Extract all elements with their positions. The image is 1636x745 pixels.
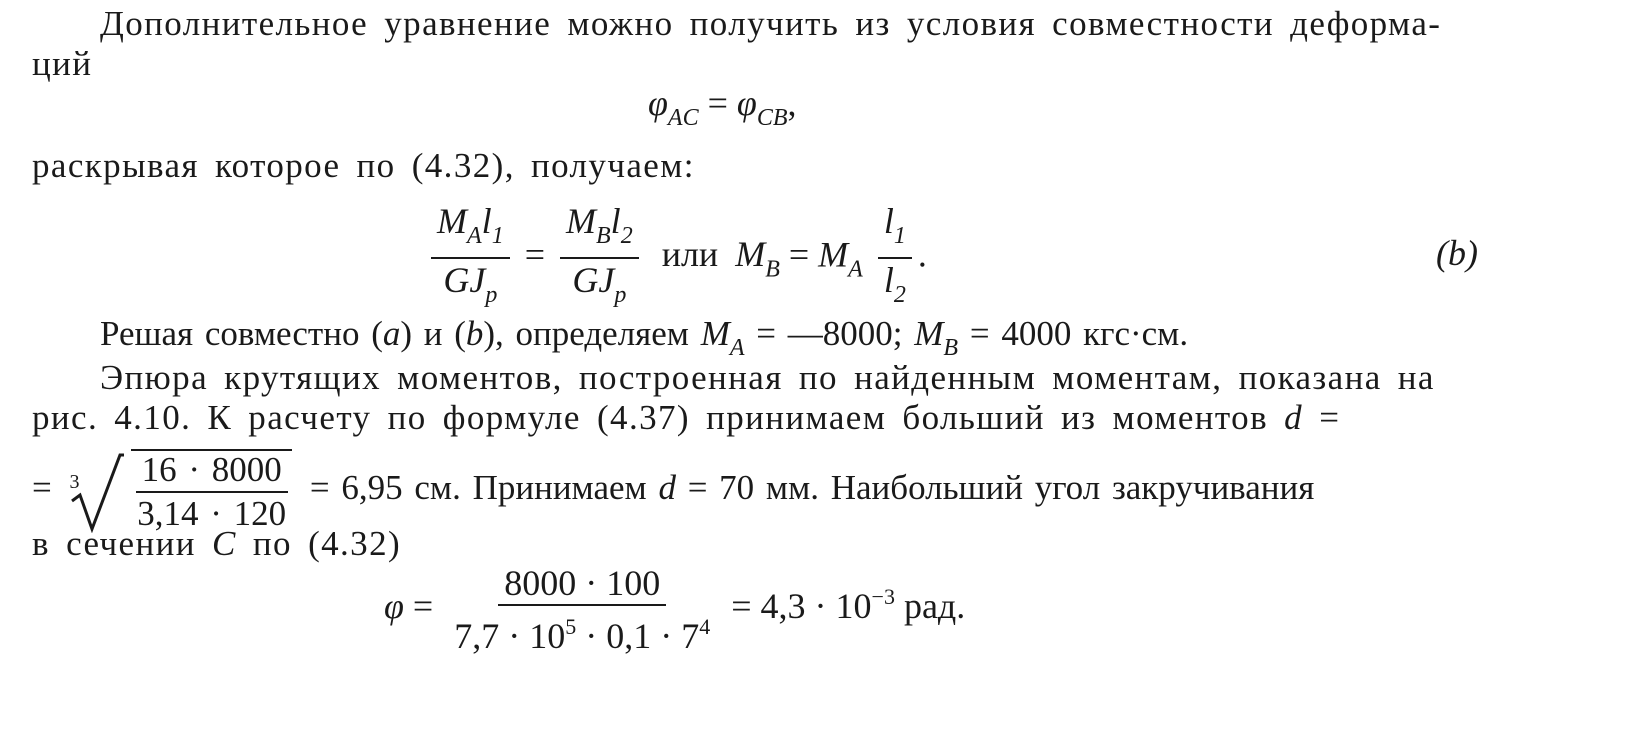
l-symbol: l xyxy=(610,201,621,241)
text: рис. 4.10. К расчету по формуле (4.37) принимаем больший из моментов xyxy=(32,398,1285,437)
text: ), определяем xyxy=(483,314,701,353)
paragraph-4-line-2 xyxy=(32,398,1340,438)
c-symbol: C xyxy=(211,524,237,563)
equals-sign: = xyxy=(32,468,52,507)
subscript: 1 xyxy=(893,223,906,249)
exponent: 4 xyxy=(699,614,711,639)
equation-angle-of-twist xyxy=(384,564,965,655)
word-or: или xyxy=(661,234,719,275)
equals-sign: = xyxy=(788,234,810,275)
subscript: B xyxy=(943,335,959,361)
subscript-cb: CB xyxy=(756,105,788,131)
phi-symbol: φ xyxy=(736,83,757,123)
text: = 70 мм. Наибольший угол закручивания xyxy=(675,468,1315,507)
phi-symbol: φ xyxy=(648,83,668,123)
l-symbol: l xyxy=(481,201,492,241)
equation-phi-ac-cb xyxy=(648,82,797,132)
subscript: p xyxy=(614,282,627,308)
m-symbol: M xyxy=(735,234,766,275)
subscript: 2 xyxy=(893,282,906,308)
gj-symbol: GJ xyxy=(443,260,486,300)
subscript: 1 xyxy=(491,223,504,249)
subscript: A xyxy=(729,335,745,361)
text: = 4000 кгс·см. xyxy=(969,314,1189,353)
root-denominator: 3,14 · 120 xyxy=(137,494,287,534)
subscript: 2 xyxy=(620,223,633,249)
paragraph-4-line-3 xyxy=(32,448,1315,534)
equals-sign: = xyxy=(731,585,752,626)
fraction-l1-over-l2 xyxy=(878,202,912,314)
paragraph-2: раскрывая которое по (4.32), получаем: xyxy=(32,146,695,185)
denominator-part: · 0,1 · 7 xyxy=(576,616,700,656)
subscript: p xyxy=(485,282,498,308)
subscript: B xyxy=(596,223,611,249)
subscript-ac: AC xyxy=(667,105,699,131)
m-symbol: M xyxy=(700,314,730,353)
exponent: 5 xyxy=(565,614,577,639)
text: по (4.32) xyxy=(236,524,402,563)
ref-a: a xyxy=(382,314,401,353)
root-numerator: 16 · 8000 xyxy=(136,451,288,493)
equation-tag-b: (b) xyxy=(1436,233,1478,273)
equation-moments-ratio xyxy=(425,202,927,314)
d-symbol: d xyxy=(1284,398,1304,437)
exponent: −3 xyxy=(871,583,895,609)
l-symbol: l xyxy=(883,201,894,241)
equals-sign: = xyxy=(412,585,434,626)
paragraph-1-line-1: Дополнительное уравнение можно получить из условия совместности деформа- xyxy=(100,4,1442,43)
l-symbol: l xyxy=(883,260,894,300)
fraction-ma-l1-over-gjp xyxy=(431,202,510,314)
cube-root xyxy=(64,448,299,533)
gj-symbol: GJ xyxy=(572,260,615,300)
numerator: 8000 · 100 xyxy=(498,564,666,606)
text: ) и ( xyxy=(400,314,466,353)
comma: , xyxy=(787,83,797,123)
root-fraction xyxy=(131,449,292,533)
d-symbol: d xyxy=(658,468,676,507)
paragraph-1-line-2: ций xyxy=(32,44,93,83)
text: Решая совместно ( xyxy=(100,314,383,353)
angle-fraction xyxy=(448,564,716,655)
equals-sign: = xyxy=(524,234,545,275)
equals-sign: = xyxy=(1303,398,1341,437)
subscript: B xyxy=(765,256,780,283)
paragraph-4-line-4 xyxy=(32,524,401,564)
text: в сечении xyxy=(32,524,212,563)
subscript: A xyxy=(848,256,863,283)
denominator-part: 7,7 · 10 xyxy=(454,616,566,656)
fraction-mb-l2-over-gjp xyxy=(560,202,639,314)
result-value: 4,3 · 10 xyxy=(760,585,872,626)
ref-b: b xyxy=(465,314,484,353)
subscript: A xyxy=(467,223,482,249)
text: = 6,95 см. Принимаем xyxy=(309,468,659,507)
unit-rad: рад. xyxy=(894,585,966,626)
m-symbol: M xyxy=(818,234,849,275)
phi-symbol: φ xyxy=(384,585,404,626)
text: = —8000; xyxy=(756,314,915,353)
m-symbol: M xyxy=(566,201,596,241)
period: . xyxy=(917,234,927,275)
root-index: 3 xyxy=(69,471,80,494)
m-symbol: M xyxy=(437,201,467,241)
m-symbol: M xyxy=(914,314,944,353)
equals-sign: = xyxy=(707,83,728,123)
paragraph-4-line-1: Эпюра крутящих моментов, построенная по найденным моментам, показана на xyxy=(100,358,1435,397)
